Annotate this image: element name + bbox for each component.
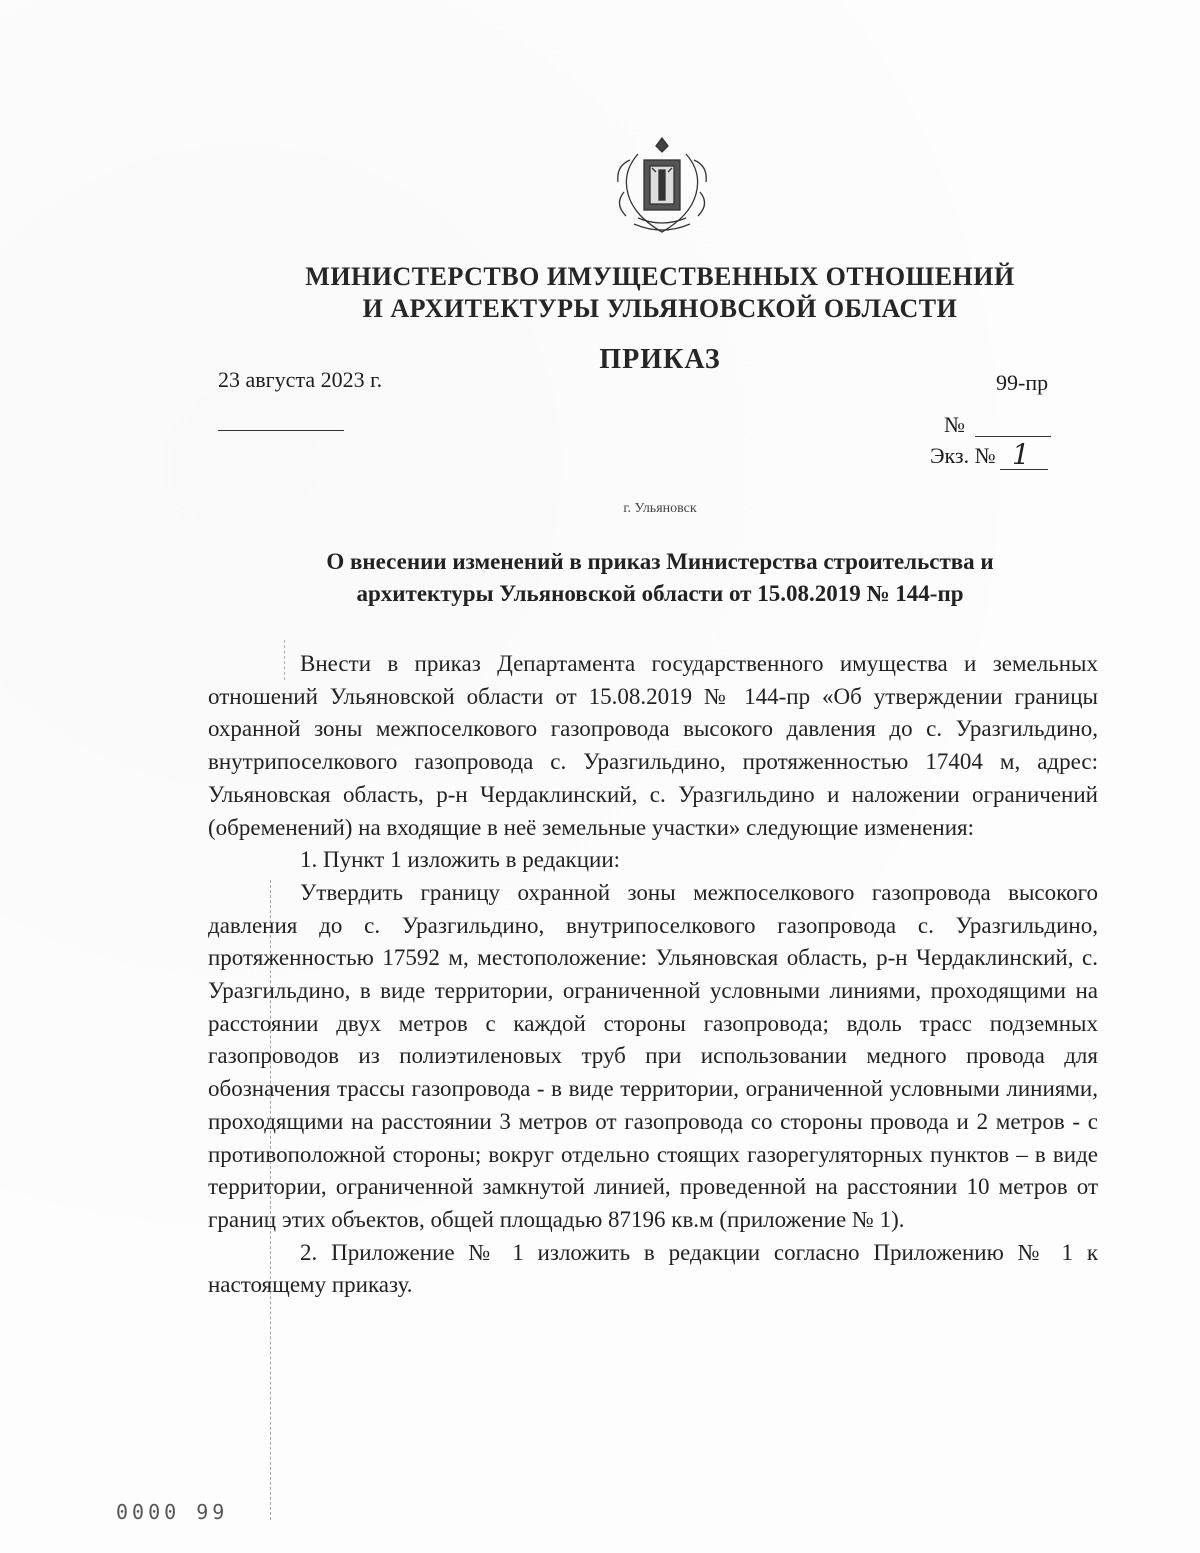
footer-code: 0000 99 [116, 1500, 229, 1524]
body-paragraph-item1: 1. Пункт 1 изложить в редакции: [300, 847, 621, 873]
document-type-title: ПРИКАЗ [599, 344, 721, 375]
city-name: г. Ульяновск [623, 501, 697, 516]
body-paragraph-item1-text: Утвердить границу охранной зоны межпоселкового газопровода высокого давления до с. Уразгильдино, внутрипоселкового газопровода с. Уразгильдино, протяженностью 17592 м, местоположение: Ульяновская область, р-н Чердаклинский, с. Уразгильдино, в виде территории, ограниченной условными линиями, проходящими на расстоянии двух метров с каждой стороны газопровода; вдоль трасс подземных газопроводов из полиэтиленовых труб при использовании медного провода для обозначения трассы газопровода - в виде территории, ограниченной условными линиями, проходящими на расстоянии 3 метров от газопровода со стороны провода и 2 метров - с противоположной стороны; вокруг отдельно стоящих газорегуляторных пунктов – в виде территории, ограниченной замкнутой линией, проведенной на расстоянии 10 метров от границ этих объектов, общей площадью 87196 кв.м (приложение № 1). [208, 879, 1098, 1232]
ulyanovsk-coat-of-arms-icon [608, 132, 716, 240]
body-paragraph-intro: Внести в приказ Департамента государственного имущества и земельных отношений Ульяновской области от 15.08.2019 № 144-пр «Об утверждении границы охранной зоны межпоселкового газопровода высокого давления до с. Уразгильдино, внутрипоселкового газопровода с. Уразгильдино, протяженностью 17404 м, адрес: Ульяновская область, р-н Чердаклинский, с. Уразгильдино и наложении ограничений (обременений) на входящие в неё земельные участки» следующие изменения: [208, 651, 1098, 840]
order-body [208, 648, 1098, 1302]
ministry-name-line1: МИНИСТЕРСТВО ИМУЩЕСТВЕННЫХ ОТНОШЕНИЙ [305, 262, 1015, 291]
body-paragraph-item2: 2. Приложение № 1 изложить в редакции согласно Приложению № 1 к настоящему приказу. [208, 1239, 1098, 1298]
subject-line1: О внесении изменений в приказ Министерства строительства и [326, 549, 994, 574]
subject-line2: архитектуры Ульяновской области от 15.08.2019 № 144-пр [356, 581, 964, 606]
copy-underline [1000, 469, 1048, 470]
copy-label: Экз. № [930, 443, 996, 468]
number-label: № [944, 412, 965, 437]
number-underline [975, 436, 1051, 437]
order-date: 23 августа 2023 г. [218, 367, 383, 392]
date-underline [218, 430, 344, 431]
copy-number-handwritten: 1 [1012, 438, 1030, 471]
ministry-name-line2: И АРХИТЕКТУРЫ УЛЬЯНОВСКОЙ ОБЛАСТИ [362, 294, 958, 323]
order-number: 99-пр [996, 370, 1049, 395]
